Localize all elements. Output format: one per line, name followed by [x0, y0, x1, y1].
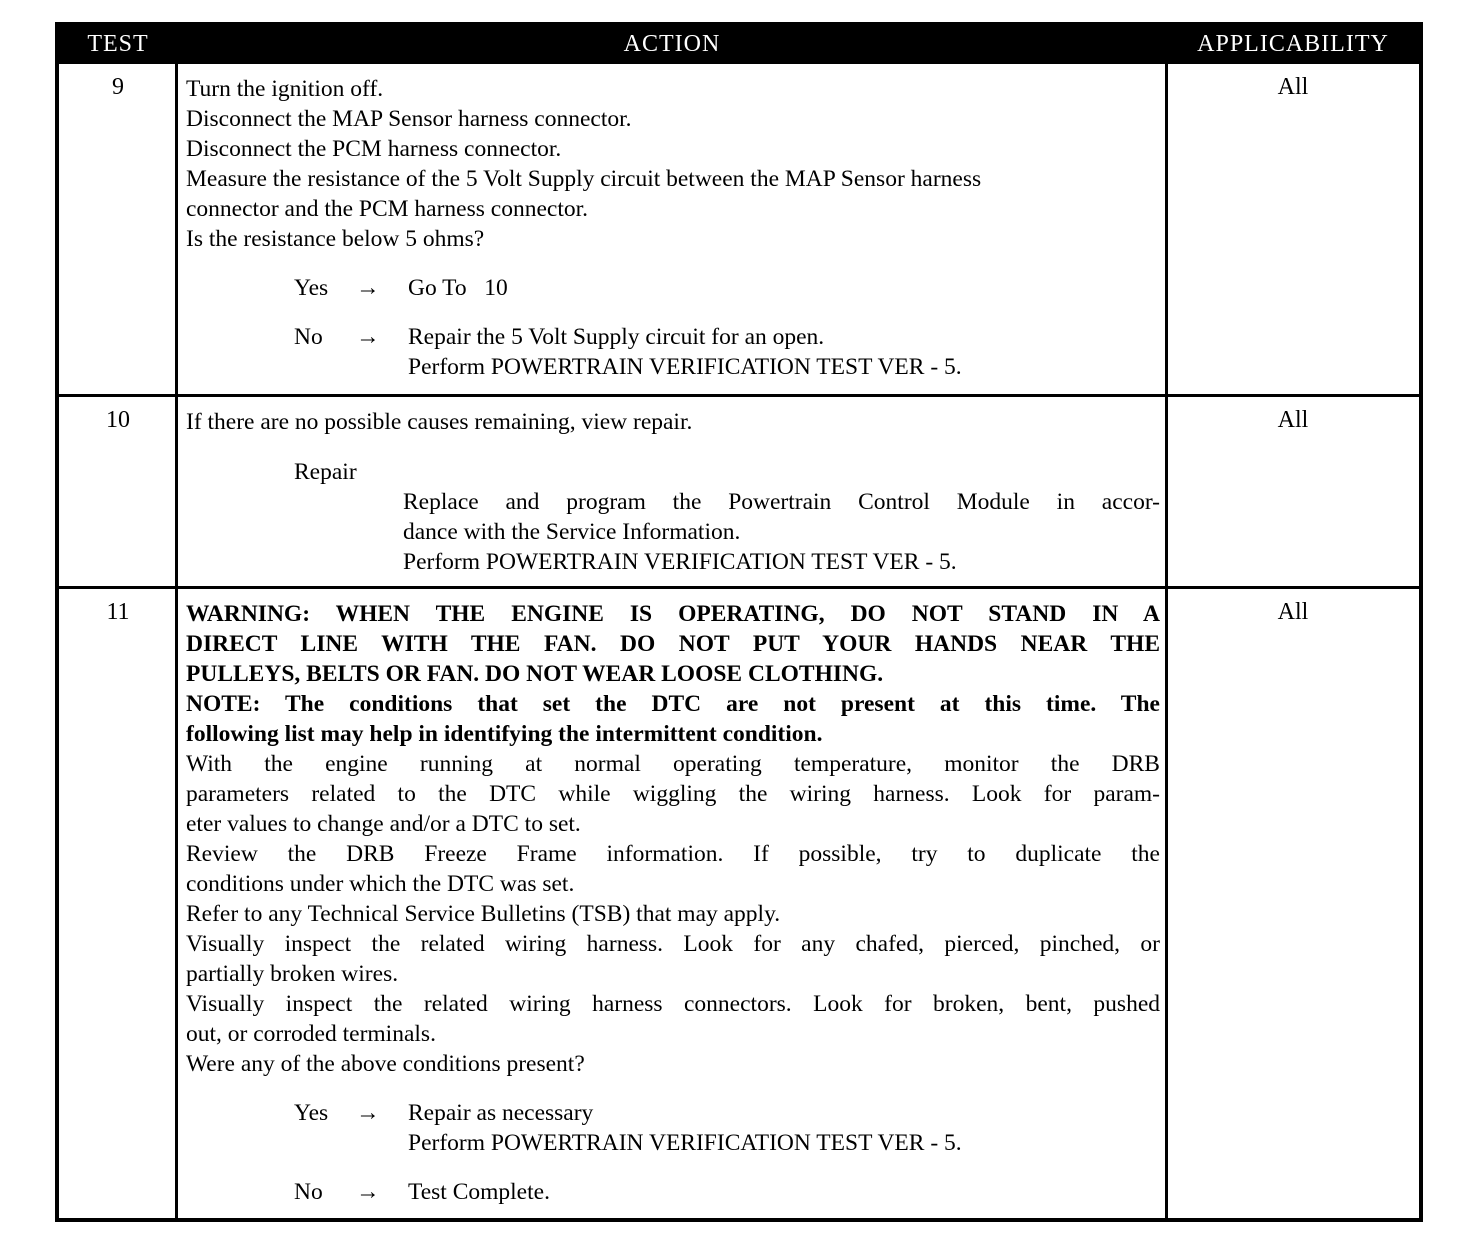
- yes-label: Yes: [294, 1100, 329, 1126]
- header-test: TEST: [87, 31, 149, 57]
- warning-line: PULLEYS, BELTS OR FAN. DO NOT WEAR LOOSE CLOTHING.: [186, 661, 884, 687]
- action-line: With the engine running at normal operating temperature, monitor the DRB: [186, 751, 1160, 777]
- applicability-value: All: [1277, 407, 1309, 433]
- table-row: [59, 589, 1419, 1222]
- warning-line: DIRECT LINE WITH THE FAN. DO NOT PUT YOUR HANDS NEAR THE: [186, 631, 1160, 657]
- action-cell: [186, 407, 1160, 577]
- yes-result: Go To 10: [408, 275, 508, 301]
- action-line: Review the DRB Freeze Frame information. If possible, try to duplicate the: [186, 841, 1160, 867]
- table-row: [59, 397, 1419, 586]
- action-line: conditions under which the DTC was set.: [186, 871, 575, 897]
- action-line: Disconnect the MAP Sensor harness connector.: [186, 106, 632, 132]
- no-result-verification: Perform POWERTRAIN VERIFICATION TEST VER - 5.: [408, 354, 962, 380]
- no-label: No: [294, 324, 323, 350]
- table-header: [59, 26, 1419, 64]
- action-line: Were any of the above conditions present?: [186, 1051, 585, 1077]
- action-line: Visually inspect the related wiring harness. Look for any chafed, pierced, pinched, or: [186, 931, 1160, 957]
- applicability-value: All: [1277, 599, 1309, 625]
- yes-branch: [294, 1098, 1160, 1158]
- action-line: Disconnect the PCM harness connector.: [186, 136, 562, 162]
- repair-line: Perform POWERTRAIN VERIFICATION TEST VER - 5.: [403, 549, 957, 575]
- action-line: If there are no possible causes remaining, view repair.: [186, 409, 693, 435]
- test-number: 9: [112, 74, 124, 100]
- action-line: Measure the resistance of the 5 Volt Supply circuit between the MAP Sensor harness: [186, 166, 982, 192]
- header-applicability: APPLICABILITY: [1197, 31, 1389, 57]
- no-label: No: [294, 1179, 323, 1205]
- action-line: Refer to any Technical Service Bulletins (TSB) that may apply.: [186, 901, 781, 927]
- repair-instructions: [403, 487, 1160, 577]
- table-row: [59, 64, 1419, 394]
- yes-branch: [294, 273, 1160, 303]
- action-line: Visually inspect the related wiring harness connectors. Look for broken, bent, pushed: [186, 991, 1160, 1017]
- action-line: connector and the PCM harness connector.: [186, 196, 589, 222]
- action-line: parameters related to the DTC while wiggling the wiring harness. Look for param-: [186, 781, 1160, 807]
- arrow-icon: →: [356, 324, 380, 350]
- yes-result-verification: Perform POWERTRAIN VERIFICATION TEST VER - 5.: [408, 1130, 962, 1156]
- note-line: NOTE: The conditions that set the DTC are not present at this time. The: [186, 691, 1160, 717]
- yes-result: Repair as necessary: [408, 1100, 594, 1126]
- no-result: Repair the 5 Volt Supply circuit for an open.: [408, 324, 825, 350]
- warning-line: WARNING: WHEN THE ENGINE IS OPERATING, DO NOT STAND IN A: [186, 601, 1160, 627]
- arrow-icon: →: [356, 275, 380, 301]
- no-branch: [294, 322, 1160, 382]
- no-branch: [294, 1177, 1160, 1207]
- action-cell: [186, 599, 1160, 1207]
- arrow-icon: →: [356, 1100, 380, 1126]
- action-cell: [186, 74, 1160, 382]
- note-line: following list may help in identifying the intermittent condition.: [186, 721, 823, 747]
- action-line: out, or corroded terminals.: [186, 1021, 436, 1047]
- action-line: eter values to change and/or a DTC to set.: [186, 811, 581, 837]
- action-line: Turn the ignition off.: [186, 76, 384, 102]
- repair-label: Repair: [294, 459, 357, 485]
- diagnostic-test-table: [55, 22, 1423, 1222]
- no-result: Test Complete.: [408, 1179, 550, 1205]
- repair-line: dance with the Service Information.: [403, 519, 741, 545]
- applicability-value: All: [1277, 74, 1309, 100]
- yes-label: Yes: [294, 275, 329, 301]
- action-line: partially broken wires.: [186, 961, 399, 987]
- arrow-icon: →: [356, 1179, 380, 1205]
- test-number: 10: [106, 407, 130, 433]
- repair-line: Replace and program the Powertrain Control Module in accor-: [403, 489, 1160, 515]
- header-action: ACTION: [623, 31, 721, 57]
- action-line: Is the resistance below 5 ohms?: [186, 226, 485, 252]
- test-number: 11: [106, 599, 130, 625]
